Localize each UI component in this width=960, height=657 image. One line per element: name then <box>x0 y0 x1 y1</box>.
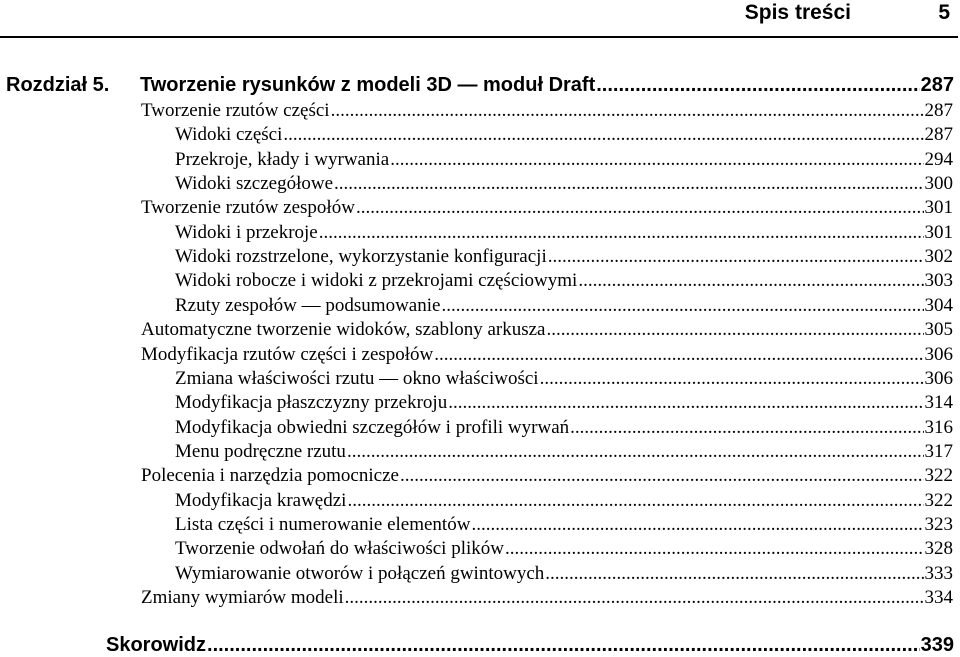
index-title: Skorowidz <box>106 634 207 656</box>
dot-leader <box>448 392 923 414</box>
toc-index-row[interactable] <box>106 634 954 657</box>
toc-entry-page: 334 <box>924 587 953 608</box>
toc-entry-page: 305 <box>924 319 953 340</box>
toc-entry-page: 300 <box>924 173 953 194</box>
toc-entry[interactable] <box>141 344 953 366</box>
toc-entry-page: 333 <box>924 563 953 584</box>
toc-entry-page: 316 <box>924 417 953 438</box>
dot-leader <box>390 149 923 171</box>
toc-entry-title: Widoki rozstrzelone, wykorzystanie konfiguracji <box>175 246 547 267</box>
dot-leader <box>207 634 920 657</box>
toc-entry[interactable] <box>141 319 953 341</box>
toc-entry-page: 287 <box>924 124 953 145</box>
running-header <box>0 0 958 38</box>
toc-entry-page: 306 <box>924 344 953 365</box>
header-page-number: 5 <box>938 1 950 24</box>
toc-entry[interactable] <box>175 173 953 195</box>
dot-leader <box>434 344 923 366</box>
toc-entry[interactable] <box>141 197 953 219</box>
toc-entry[interactable] <box>175 149 953 171</box>
toc-entry-title: Tworzenie odwołań do właściwości plików <box>175 538 504 559</box>
dot-leader <box>547 319 924 341</box>
dot-leader <box>347 441 924 463</box>
toc-entry[interactable] <box>175 514 953 536</box>
toc-entry-page: 294 <box>924 149 953 170</box>
toc-entry-page: 306 <box>924 368 953 389</box>
toc-entry-page: 302 <box>924 246 953 267</box>
toc-entry[interactable] <box>175 124 953 146</box>
toc-entry-title: Widoki części <box>175 124 283 145</box>
dot-leader <box>471 514 923 536</box>
toc-entry-title: Polecenia i narzędzia pomocnicze <box>141 465 399 486</box>
toc-entry[interactable] <box>175 490 953 512</box>
dot-leader <box>347 490 923 512</box>
toc-entry[interactable] <box>175 295 953 317</box>
dot-leader <box>334 173 923 195</box>
toc-entry[interactable] <box>141 465 953 487</box>
toc-entry-page: 301 <box>924 222 953 243</box>
toc-entry-page: 303 <box>924 270 953 291</box>
toc-entry-title: Rzuty zespołów — podsumowanie <box>175 295 441 316</box>
chapter-page: 287 <box>920 74 954 96</box>
dot-leader <box>540 368 924 390</box>
toc-entry-title: Przekroje, kłady i wyrwania <box>175 149 390 170</box>
chapter-title: Tworzenie rysunków z modeli 3D — moduł Draft <box>140 74 596 96</box>
toc-entry-title: Modyfikacja obwiedni szczegółów i profili wyrwań <box>175 417 570 438</box>
toc-entry-page: 287 <box>924 100 953 121</box>
dot-leader <box>319 222 924 244</box>
toc-entry-title: Menu podręczne rzutu <box>175 441 346 462</box>
toc-entry-title: Zmiany wymiarów modeli <box>141 587 344 608</box>
dot-leader <box>331 100 924 122</box>
dot-leader <box>578 270 923 292</box>
toc-entry-title: Widoki i przekroje <box>175 222 318 243</box>
toc-entry-title: Tworzenie rzutów części <box>141 100 330 121</box>
toc-entry-title: Widoki robocze i widoki z przekrojami częściowymi <box>175 270 578 291</box>
toc-entry-title: Modyfikacja płaszczyzny przekroju <box>175 392 448 413</box>
dot-leader <box>345 587 924 609</box>
toc-entry-page: 323 <box>924 514 953 535</box>
toc-entry-title: Modyfikacja rzutów części i zespołów <box>141 344 434 365</box>
toc-entry[interactable] <box>175 222 953 244</box>
toc-entry[interactable] <box>175 392 953 414</box>
toc-entry-title: Widoki szczegółowe <box>175 173 334 194</box>
toc-entry[interactable] <box>141 587 953 609</box>
toc-entry[interactable] <box>175 441 953 463</box>
toc-entry-page: 322 <box>924 490 953 511</box>
toc-entry[interactable] <box>175 538 953 560</box>
toc-entry[interactable] <box>175 270 953 292</box>
toc-entry[interactable] <box>175 563 953 585</box>
chapter-heading <box>6 74 595 97</box>
toc-entry-page: 317 <box>924 441 953 462</box>
toc-entry-page: 301 <box>924 197 953 218</box>
toc-entry[interactable] <box>175 368 953 390</box>
toc-entry-page: 328 <box>924 538 953 559</box>
toc-entry[interactable] <box>175 246 953 268</box>
dot-leader <box>441 295 923 317</box>
toc-entry-title: Automatyczne tworzenie widoków, szablony arkusza <box>141 319 546 340</box>
dot-leader <box>596 74 919 97</box>
dot-leader <box>545 563 923 585</box>
toc-entry[interactable] <box>141 100 953 122</box>
toc-entry-title: Modyfikacja krawędzi <box>175 490 347 511</box>
chapter-number: Rozdział 5. <box>6 74 110 96</box>
toc-entry[interactable] <box>175 417 953 439</box>
dot-leader <box>505 538 924 560</box>
dot-leader <box>283 124 923 146</box>
index-page: 339 <box>920 634 954 656</box>
toc-entry-title: Tworzenie rzutów zespołów <box>141 197 355 218</box>
header-title: Spis treści <box>744 1 851 24</box>
toc-entry-page: 314 <box>924 392 953 413</box>
toc-chapter-row[interactable] <box>6 74 954 97</box>
dot-leader <box>548 246 924 268</box>
toc-entry-title: Lista części i numerowanie elementów <box>175 514 471 535</box>
toc-entry-title: Wymiarowanie otworów i połączeń gwintowych <box>175 563 545 584</box>
dot-leader <box>356 197 924 219</box>
toc-entry-page: 322 <box>924 465 953 486</box>
toc-entry-title: Zmiana właściwości rzutu — okno właściwości <box>175 368 539 389</box>
toc-entry-page: 304 <box>924 295 953 316</box>
dot-leader <box>570 417 923 439</box>
dot-leader <box>400 465 924 487</box>
